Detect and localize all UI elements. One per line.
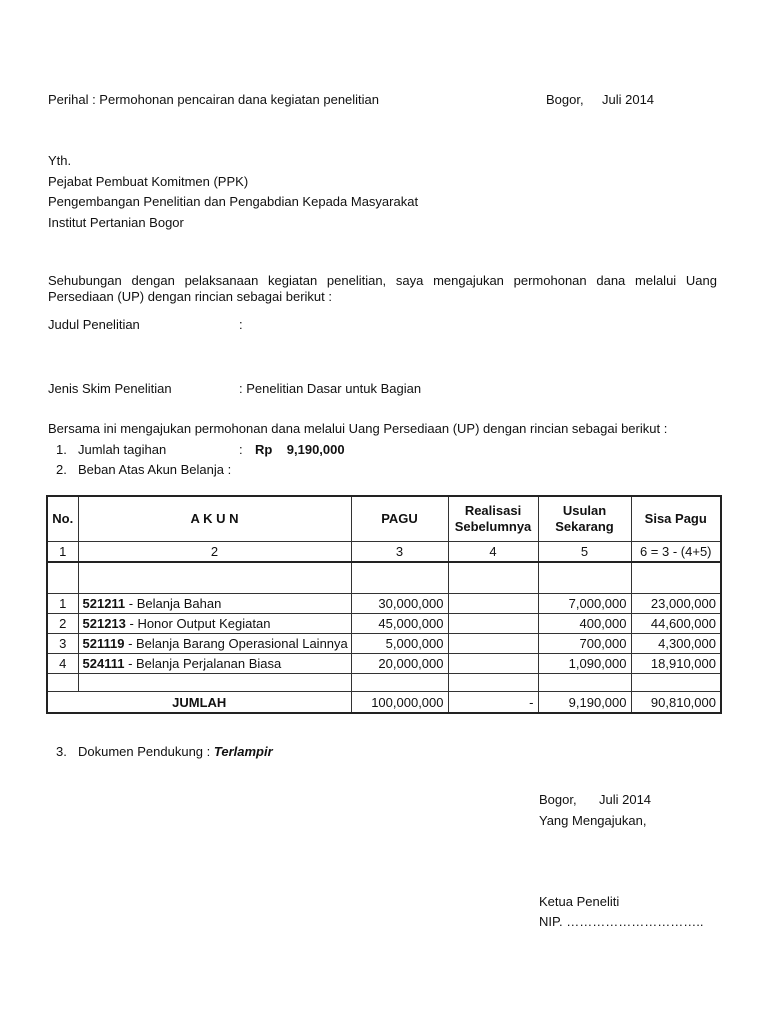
list-num-2: 2.	[56, 462, 67, 477]
table-row	[47, 654, 721, 674]
akun-code: 521213	[82, 616, 126, 631]
recipient-line-2: Pengembangan Penelitian dan Pengabdian Kepada Masyarakat	[48, 194, 419, 209]
row-akun	[78, 654, 351, 674]
akun-desc: - Belanja Barang Operasional Lainnya	[124, 636, 348, 651]
total-realisasi: -	[448, 692, 538, 714]
row-akun	[78, 614, 351, 634]
spacer-row	[47, 562, 721, 594]
row-no: 3	[47, 634, 78, 654]
col-number: 1	[47, 542, 78, 563]
signer-nip: NIP. …………………………..	[539, 914, 704, 929]
jumlah-tagihan-colon: :	[239, 442, 243, 457]
row-sisa: 18,910,000	[631, 654, 721, 674]
row-usulan: 400,000	[538, 614, 631, 634]
header-place: Bogor,	[546, 92, 584, 107]
dokumen-value: Terlampir	[213, 744, 273, 759]
row-pagu: 45,000,000	[351, 614, 448, 634]
akun-code: 521211	[82, 596, 126, 611]
row-usulan: 1,090,000	[538, 654, 631, 674]
header-no: No.	[47, 496, 78, 542]
row-sisa: 4,300,000	[631, 634, 721, 654]
beban-akun-label: Beban Atas Akun Belanja :	[78, 462, 232, 477]
skim-value: : Penelitian Dasar untuk Bagian	[239, 381, 422, 396]
row-akun	[78, 594, 351, 614]
akun-table	[46, 495, 722, 714]
signature-place: Bogor,	[539, 792, 577, 807]
akun-desc: - Belanja Bahan	[125, 596, 222, 611]
col-number: 5	[538, 542, 631, 563]
header-date: Juli 2014	[602, 92, 655, 107]
row-no: 1	[47, 594, 78, 614]
col-number: 6 = 3 - (4+5)	[631, 542, 721, 563]
akun-desc: - Honor Output Kegiatan	[125, 616, 271, 631]
row-pagu: 20,000,000	[351, 654, 448, 674]
list-num-3: 3.	[56, 744, 67, 759]
request-intro: Bersama ini mengajukan permohonan dana melalui Uang Persediaan (UP) dengan rincian sebagai berikut :	[48, 421, 668, 436]
row-pagu: 30,000,000	[351, 594, 448, 614]
intro-paragraph: Sehubungan dengan pelaksanaan kegiatan penelitian, saya mengajukan permohonan dana melalui Uang Persediaan (UP) dengan rincian sebagai berikut :	[48, 273, 717, 304]
col-number: 2	[78, 542, 351, 563]
header-usulan: Usulan Sekarang	[538, 496, 631, 542]
header-akun: A K U N	[78, 496, 351, 542]
table-row	[47, 634, 721, 654]
row-realisasi	[448, 614, 538, 634]
akun-desc: - Belanja Perjalanan Biasa	[124, 656, 282, 671]
empty-row	[47, 674, 721, 692]
row-sisa: 23,000,000	[631, 594, 721, 614]
col-number: 3	[351, 542, 448, 563]
row-usulan: 700,000	[538, 634, 631, 654]
judul-label: Judul Penelitian	[48, 317, 140, 332]
akun-code: 524111	[82, 656, 125, 671]
total-label: JUMLAH	[47, 692, 351, 714]
row-realisasi	[448, 594, 538, 614]
total-pagu: 100,000,000	[351, 692, 448, 714]
recipient-line-3: Institut Pertanian Bogor	[48, 215, 184, 230]
table-row	[47, 614, 721, 634]
column-number-row	[47, 542, 721, 563]
judul-colon: :	[239, 317, 243, 332]
row-realisasi	[448, 634, 538, 654]
recipient-line-1: Pejabat Pembuat Komitmen (PPK)	[48, 174, 249, 189]
row-no: 4	[47, 654, 78, 674]
list-num-1: 1.	[56, 442, 67, 457]
row-sisa: 44,600,000	[631, 614, 721, 634]
subject-line: Perihal : Permohonan pencairan dana kegiatan penelitian	[48, 92, 380, 107]
total-row	[47, 692, 721, 714]
row-usulan: 7,000,000	[538, 594, 631, 614]
row-pagu: 5,000,000	[351, 634, 448, 654]
signature-date: Juli 2014	[599, 792, 652, 807]
total-usulan: 9,190,000	[538, 692, 631, 714]
jumlah-tagihan-label: Jumlah tagihan	[78, 442, 167, 457]
header-pagu: PAGU	[351, 496, 448, 542]
col-number: 4	[448, 542, 538, 563]
dokumen-label-text: Dokumen Pendukung :	[78, 744, 211, 759]
total-sisa: 90,810,000	[631, 692, 721, 714]
row-no: 2	[47, 614, 78, 634]
table-header-row	[47, 496, 721, 542]
dokumen-label	[78, 744, 273, 759]
header-sisa: Sisa Pagu	[631, 496, 721, 542]
salutation: Yth.	[48, 153, 72, 168]
table-row	[47, 594, 721, 614]
row-akun	[78, 634, 351, 654]
signer-title: Ketua Peneliti	[539, 894, 620, 909]
header-realisasi: Realisasi Sebelumnya	[448, 496, 538, 542]
skim-label: Jenis Skim Penelitian	[48, 381, 172, 396]
applicant-label: Yang Mengajukan,	[539, 813, 647, 828]
row-realisasi	[448, 654, 538, 674]
jumlah-tagihan-value: Rp 9,190,000	[255, 442, 345, 457]
akun-code: 521119	[82, 636, 125, 651]
